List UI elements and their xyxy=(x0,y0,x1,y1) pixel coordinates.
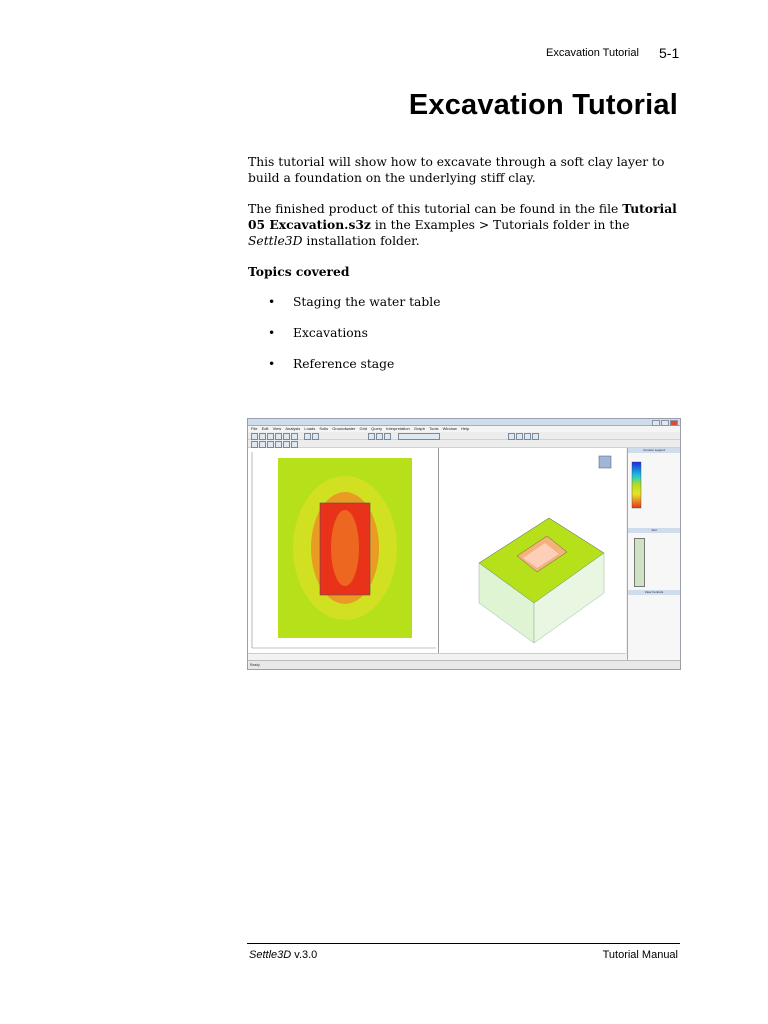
window-titlebar xyxy=(248,419,680,426)
menu-item: Grid xyxy=(359,426,368,431)
running-header-title: Excavation Tutorial xyxy=(546,47,639,59)
menu-item: Graph xyxy=(413,426,425,431)
add-excavation-icon xyxy=(267,441,274,448)
query-line-icon xyxy=(291,441,298,448)
topic-label: Staging the water table xyxy=(293,295,441,309)
menu-item: View xyxy=(272,426,282,431)
list-item xyxy=(268,295,440,326)
tutorial-file-name: Tutorial 05 Excavation.s3z xyxy=(248,201,677,232)
plan-view-contour xyxy=(248,448,438,653)
bullet-icon: • xyxy=(268,295,276,309)
interpret-icon xyxy=(312,433,319,440)
bullet-icon: • xyxy=(268,357,276,371)
soil-column xyxy=(634,538,645,587)
plan-view xyxy=(248,448,439,653)
compute-icon xyxy=(304,433,311,440)
application-screenshot xyxy=(247,418,681,670)
menu-item: Groundwater xyxy=(332,426,356,431)
topics-list xyxy=(268,295,440,388)
select-icon xyxy=(251,441,258,448)
file-location-paragraph xyxy=(248,201,680,249)
footer-left xyxy=(249,949,317,961)
undo-icon xyxy=(283,433,290,440)
menu-item: File xyxy=(251,426,258,431)
print-icon xyxy=(275,433,282,440)
redo-icon xyxy=(291,433,298,440)
menu-item: Interpretation xyxy=(386,426,410,431)
three-d-model xyxy=(439,448,626,653)
zoom-in-icon xyxy=(368,433,375,440)
soil-panel-header: Soil xyxy=(628,528,680,533)
zoom-out-icon xyxy=(376,433,383,440)
orientation-cube-icon xyxy=(599,456,611,468)
topic-label: Excavations xyxy=(293,326,368,340)
open-file-icon xyxy=(259,433,266,440)
legend-panel-header: Contour Legend xyxy=(628,448,680,453)
stage-dropdown xyxy=(398,433,440,440)
save-icon xyxy=(267,433,274,440)
footer-right: Tutorial Manual xyxy=(602,949,678,961)
toolbar-secondary xyxy=(248,440,680,448)
topic-label: Reference stage xyxy=(293,357,395,371)
contour-legend xyxy=(628,454,680,524)
menu-item: Help xyxy=(460,426,470,431)
grid-icon xyxy=(524,433,531,440)
menu-item: Window xyxy=(442,426,457,431)
menu-item: Query xyxy=(371,426,383,431)
menu-item: Soils xyxy=(319,426,329,431)
page-number: 5-1 xyxy=(659,45,680,61)
add-load-icon xyxy=(259,441,266,448)
bullet-icon: • xyxy=(268,326,276,340)
measure-icon xyxy=(275,441,282,448)
sidebar-panels xyxy=(627,448,680,660)
footer-app-name: Settle3D xyxy=(249,949,292,961)
status-bar xyxy=(248,660,680,670)
legend-color-bar xyxy=(632,462,641,508)
menu-item: Analysis xyxy=(285,426,301,431)
file-location-text-2: in the Examples > Tutorials folder in the xyxy=(370,218,630,232)
footer-version: v.3.0 xyxy=(291,949,318,961)
app-name-italic: Settle3D xyxy=(248,234,303,248)
view-plan-icon xyxy=(516,433,523,440)
menu-item: Edit xyxy=(261,426,269,431)
query-point-icon xyxy=(283,441,290,448)
list-item xyxy=(268,357,440,388)
menu-item: Tools xyxy=(429,426,439,431)
view-3d-icon xyxy=(508,433,515,440)
three-d-view xyxy=(439,448,626,653)
menu-item: Loads xyxy=(304,426,316,431)
footer-rule xyxy=(247,943,680,944)
intro-paragraph: This tutorial will show how to excavate through a soft clay layer to build a foundation on the underlying stiff clay. xyxy=(248,155,665,185)
toolbar-primary xyxy=(248,432,680,440)
status-text: Ready xyxy=(250,663,260,667)
topics-heading: Topics covered xyxy=(248,264,350,279)
file-location-text-3: installation folder. xyxy=(302,234,420,248)
view-controls-header: View Controls xyxy=(628,590,680,595)
list-item xyxy=(268,326,440,357)
contour-core xyxy=(331,510,359,586)
chapter-title: Excavation Tutorial xyxy=(408,89,678,121)
settings-icon xyxy=(532,433,539,440)
file-location-text-1: The finished product of this tutorial can be found in the file xyxy=(248,202,623,216)
pan-icon xyxy=(384,433,391,440)
new-file-icon xyxy=(251,433,258,440)
